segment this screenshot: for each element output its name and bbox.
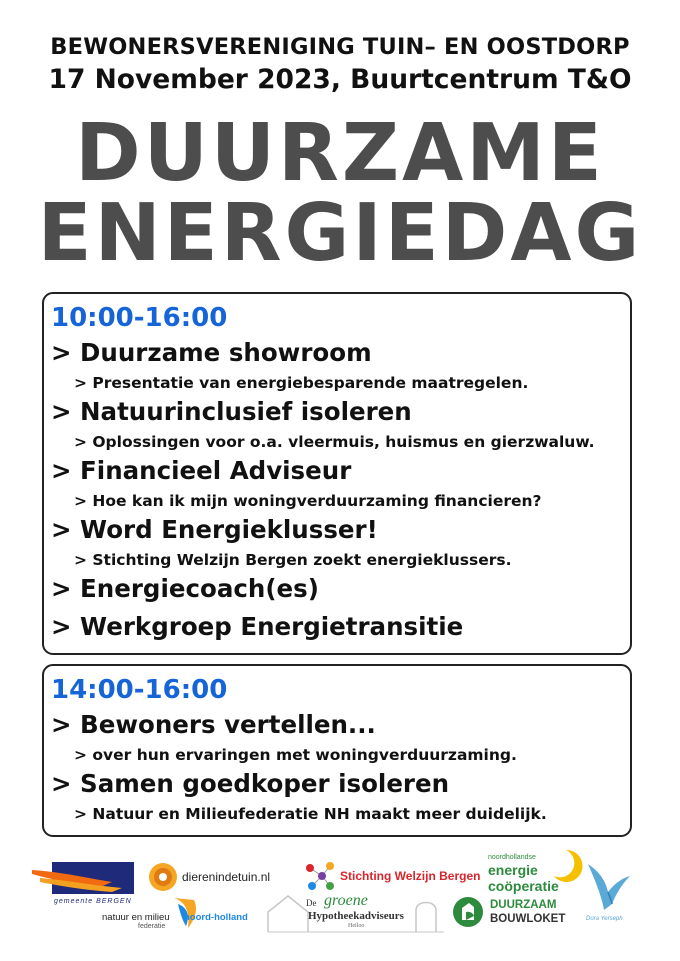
program-block-afternoon — [42, 664, 632, 837]
program-item-detail: > Hoe kan ik mijn woningverduurzaming financieren? — [74, 492, 542, 510]
program-item-detail: > over hun ervaringen met woningverduurzaming. — [74, 746, 517, 764]
dierenindetuin-logo — [148, 862, 278, 894]
program-item: > Samen goedkoper isoleren — [51, 769, 450, 798]
time-range-afternoon: 14:00-16:00 — [51, 675, 228, 705]
natuur-milieu-federatie-logo — [92, 896, 252, 932]
title-line-1: DUURZAME — [75, 107, 605, 199]
program-item-detail: > Natuur en Milieufederatie NH maakt meer duidelijk. — [74, 805, 547, 823]
sponsor-logos — [0, 848, 680, 958]
groene-text-4: Heiloo — [348, 923, 365, 929]
flower-icon — [148, 862, 178, 892]
nh-energie-cooperatie-logo — [488, 848, 588, 898]
bouwloket-icon — [452, 896, 484, 928]
program-item-detail: > Presentatie van energiebesparende maatregelen. — [74, 374, 529, 392]
gemeente-bergen-text: gemeente BERGEN — [54, 898, 132, 905]
duurzaam-bouwloket-logo — [452, 896, 572, 930]
organizer-line: BEWONERSVERENIGING TUIN– EN OOSTDORP — [50, 34, 630, 60]
bouwloket-text-2: BOUWLOKET — [490, 913, 566, 925]
bouwloket-text-1: DUURZAAM — [490, 899, 557, 911]
date-location-line: 17 November 2023, Buurtcentrum T&O — [48, 64, 632, 95]
program-item: > Werkgroep Energietransitie — [51, 612, 464, 641]
bird-icon — [582, 858, 632, 914]
program-item: > Energiecoach(es) — [51, 574, 319, 603]
groene-text-3: Hypotheekadviseurs — [308, 910, 404, 922]
nmf-text-2: federatie — [138, 923, 166, 930]
stichting-welzijn-text: Stichting Welzijn Bergen — [340, 869, 481, 883]
program-item: > Natuurinclusief isoleren — [51, 397, 412, 426]
groene-text-1: De — [306, 898, 317, 908]
gemeente-bergen-emblem — [32, 860, 136, 898]
time-range-morning: 10:00-16:00 — [51, 303, 228, 333]
program-item: > Financieel Adviseur — [51, 456, 352, 485]
nmf-text-3: noord-holland — [184, 912, 248, 923]
stichting-welzijn-logo — [302, 860, 481, 892]
vogel-text: Dora Yerseph — [586, 916, 623, 922]
title-line-2: ENERGIEDAG — [37, 187, 643, 279]
nhec-text-2: coöperatie — [488, 878, 559, 894]
program-item-detail: > Stichting Welzijn Bergen zoekt energieklussers. — [74, 551, 512, 569]
dierenindetuin-text: dierenindetuin.nl — [182, 870, 271, 884]
program-item-detail: > Oplossingen voor o.a. vleermuis, huismus en gierzwaluw. — [74, 433, 595, 451]
program-item: > Duurzame showroom — [51, 338, 372, 367]
groene-text-2: groene — [324, 892, 368, 909]
nmf-text-1: natuur en milieu — [102, 912, 170, 923]
groene-hypotheekadviseurs-logo — [266, 892, 446, 936]
nhec-text-1: energie — [488, 862, 538, 878]
program-item: > Word Energieklusser! — [51, 515, 378, 544]
program-item: > Bewoners vertellen... — [51, 710, 376, 739]
program-block-morning — [42, 292, 632, 655]
network-dots-icon — [302, 860, 336, 892]
vogel-logo — [582, 858, 642, 930]
nhec-small-text: noordhollandse — [488, 854, 536, 861]
